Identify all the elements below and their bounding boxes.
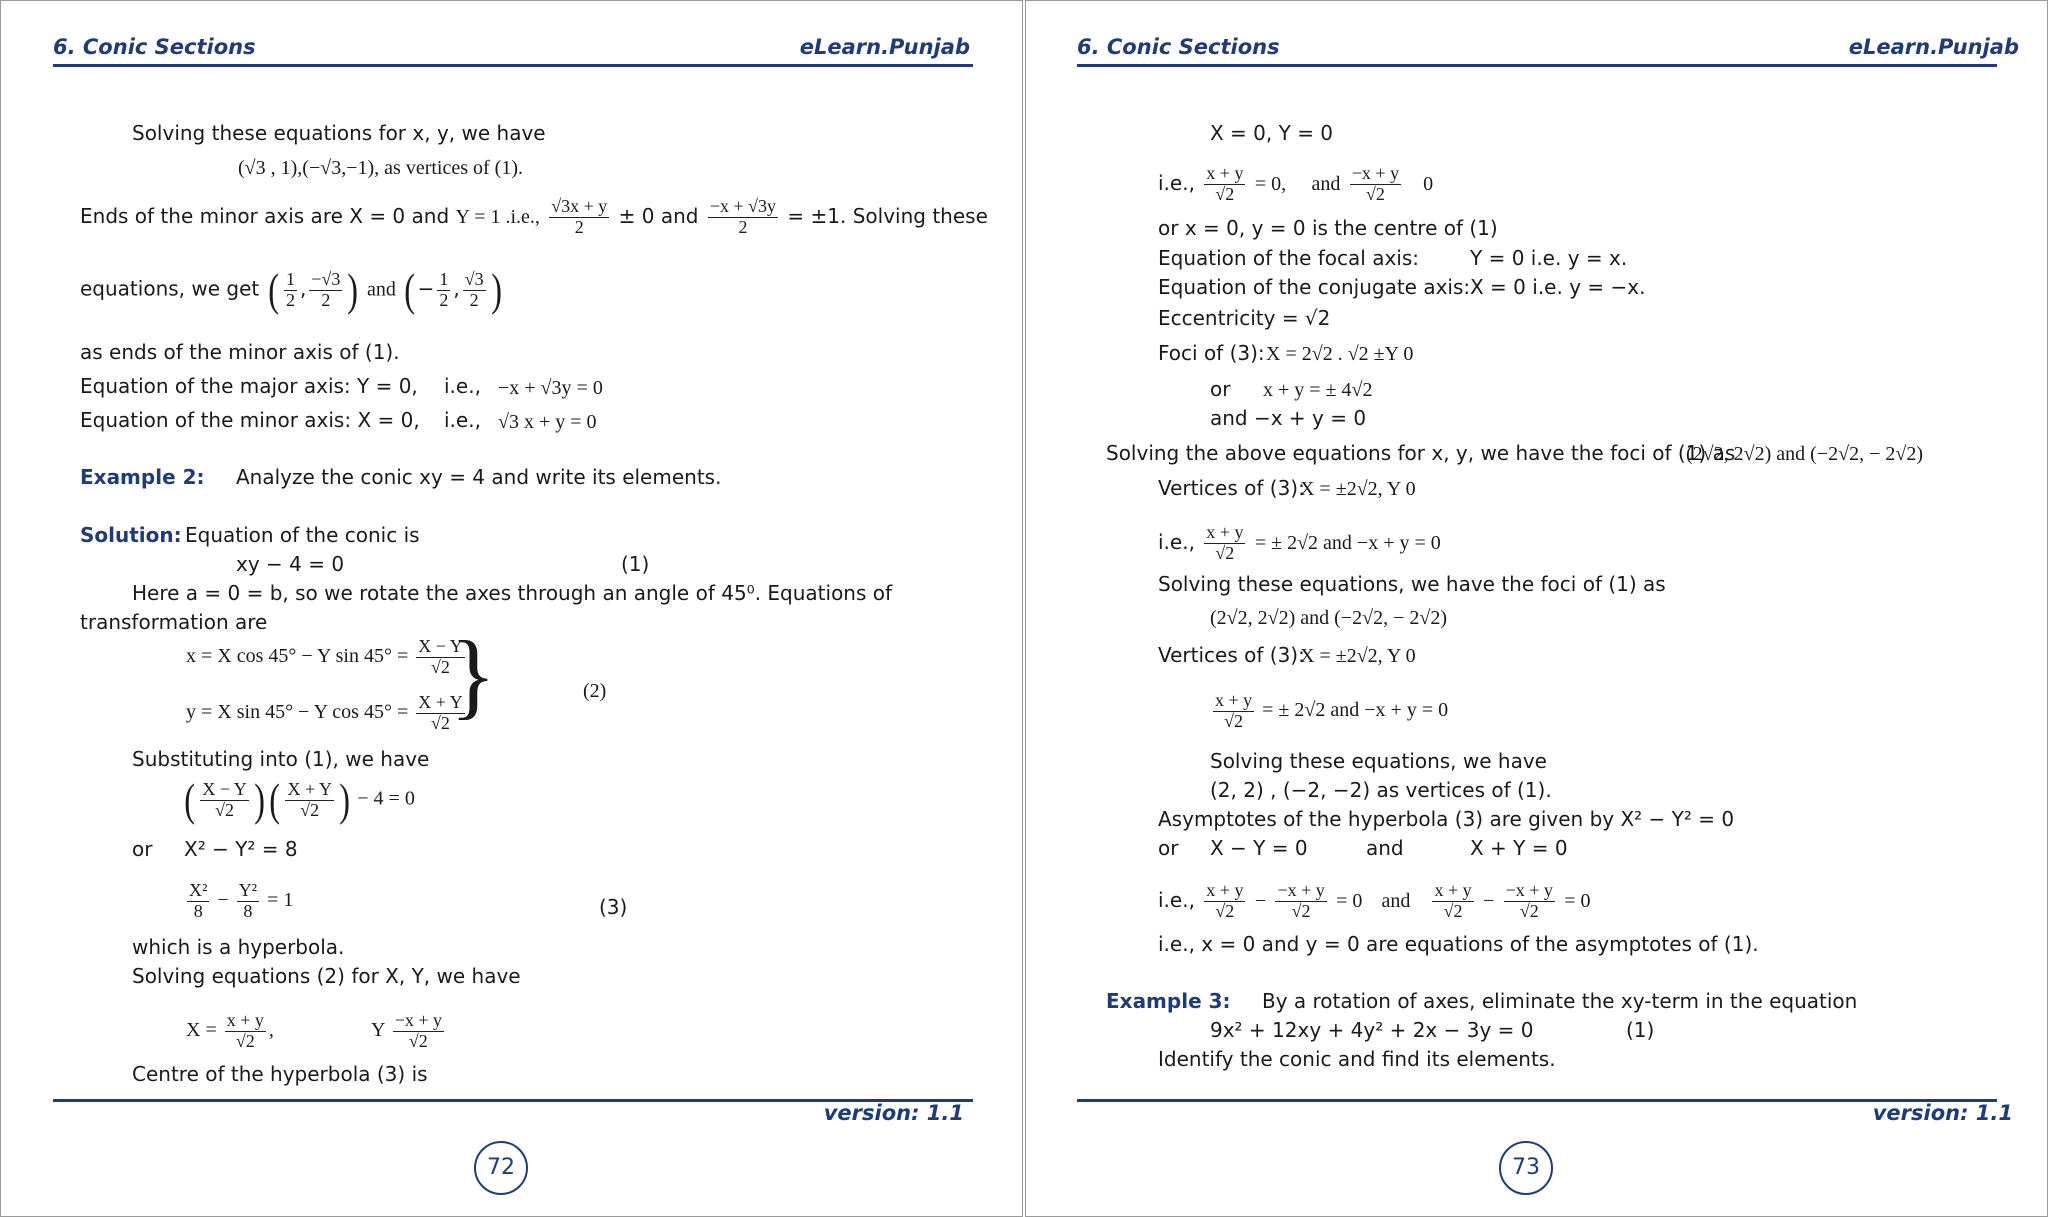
- text-line: Centre of the hyperbola (3) is: [132, 1062, 428, 1086]
- math-line: (2√2, 2√2) and (−2√2, − 2√2): [1686, 443, 1923, 465]
- solution-label: Solution:: [80, 523, 182, 547]
- text-line: Equation of the major axis: Y = 0,: [80, 374, 418, 398]
- math-line: X = ±2√2, Y 0: [1300, 478, 1416, 500]
- text-line: Solving the above equations for x, y, we have the foci of (1) as: [1106, 441, 1736, 465]
- text-line: Foci of (3):: [1158, 341, 1265, 365]
- text-line: i.e.,: [444, 408, 481, 432]
- example-text: By a rotation of axes, eliminate the xy-term in the equation: [1262, 989, 1858, 1013]
- page-72: [0, 0, 1023, 1217]
- text-line: Y = 0 i.e. y = x.: [1470, 246, 1628, 270]
- text-line: Equation of the conjugate axis:: [1158, 275, 1471, 299]
- equation: x = X cos 45° − Y sin 45° = $\frac{X - Y}{√2}$: [186, 636, 463, 677]
- math-line: √3 x + y = 0: [498, 411, 597, 433]
- text-line: or: [1158, 836, 1179, 860]
- text-line: and −x + y = 0: [1210, 406, 1367, 430]
- text-line: Eccentricity = √2: [1158, 306, 1331, 330]
- text-line: or: [132, 837, 153, 861]
- page-number: 72: [474, 1141, 528, 1195]
- text-line: or x = 0, y = 0 is the centre of (1): [1158, 216, 1498, 240]
- page-number: 73: [1499, 1141, 1553, 1195]
- example-text: Analyze the conic xy = 4 and write its elements.: [236, 465, 722, 489]
- text-line: which is a hyperbola.: [132, 935, 345, 959]
- text-line: i.e., $\frac{x + y}{√2}$ − $\frac{-x + y}{√2}$ = 0 and $\frac{x + y}{√2}$ − $\frac{-x + y}{√2}$ = 0: [1158, 880, 1591, 921]
- text-line: Solving these equations, we have: [1210, 749, 1547, 773]
- text-line: as ends of the minor axis of (1).: [80, 340, 400, 364]
- math-line: (2√2, 2√2) and (−2√2, − 2√2): [1210, 607, 1447, 629]
- equation: ( $\frac{X - Y}{√2}$ )( $\frac{X + Y}{√2}$ ) − 4 = 0: [184, 774, 415, 825]
- right-brace: }: [450, 621, 497, 728]
- text-line: X − Y = 0: [1210, 836, 1308, 860]
- text-line: or: [1210, 377, 1231, 401]
- header-rule: [1077, 64, 1997, 67]
- equation: Y $\frac{-x + y}{√2}$: [371, 1010, 443, 1051]
- math-line: $\frac{x + y}{√2}$ = ± 2√2 and −x + y = 0: [1215, 690, 1449, 731]
- math-line: x + y = ± 4√2: [1263, 379, 1373, 401]
- fraction: $\frac{√3x + y}{2}$: [551, 196, 608, 237]
- text-line: Solving these equations for x, y, we have: [132, 121, 546, 145]
- text-line: Solving equations (2) for X, Y, we have: [132, 964, 521, 988]
- text-line: transformation are: [80, 610, 268, 634]
- equation: xy − 4 = 0: [236, 552, 345, 576]
- equation-number: (1): [1626, 1018, 1655, 1042]
- equation: X = $\frac{x + y}{√2}$ ,: [186, 1010, 274, 1051]
- header-rule: [53, 64, 973, 67]
- text-line: Here a = 0 = b, so we rotate the axes through an angle of 45⁰. Equations of: [132, 581, 893, 605]
- text-line: i.e.,: [444, 374, 481, 398]
- text-line: i.e., x = 0 and y = 0 are equations of the asymptotes of (1).: [1158, 932, 1759, 956]
- text-line: Vertices of (3):: [1158, 643, 1305, 667]
- text-line: Identify the conic and find its elements.: [1158, 1047, 1556, 1071]
- text-line: Solving these equations, we have the foci of (1) as: [1158, 572, 1666, 596]
- text-line: equations, we get ( $\frac{1}{2}$ , $\frac{-√3}{2}$ ) and ( − $\frac{1}{2}$ , $\frac{√3}{2}$ ): [80, 264, 502, 315]
- text-line: Vertices of (3):: [1158, 476, 1305, 500]
- text-line: X = 0 i.e. y = −x.: [1470, 275, 1646, 299]
- equation: $\frac{\text{X²}}{8}$ − $\frac{\text{Y²}}{8}$ = 1: [189, 880, 294, 921]
- equation: y = X sin 45° − Y cos 45° = $\frac{X + Y}{√2}$: [186, 692, 463, 733]
- equation-number: (3): [599, 895, 628, 919]
- footer-rule: [1077, 1099, 1997, 1102]
- equation-number: (2): [583, 680, 607, 702]
- equation: X² − Y² = 8: [184, 837, 298, 861]
- page-73: [1025, 0, 2048, 1217]
- math-line: (√3 , 1),(−√3,−1), as vertices of (1).: [238, 157, 523, 179]
- header-chapter-title: 6. Conic Sections: [1077, 35, 1280, 59]
- math-line: −x + √3y = 0: [498, 377, 603, 399]
- text-line: (2, 2) , (−2, −2) as vertices of (1).: [1210, 778, 1552, 802]
- text-line: Substituting into (1), we have: [132, 747, 430, 771]
- footer-version: version: 1.1: [823, 1101, 964, 1125]
- footer-version: version: 1.1: [1872, 1101, 2013, 1125]
- text-line: X = 0, Y = 0: [1210, 121, 1334, 145]
- equation-number: (1): [621, 552, 650, 576]
- header-brand: eLearn.Punjab: [799, 35, 970, 59]
- text-line: Ends of the minor axis are X = 0 and Y = 1 .i.e., $\frac{√3x + y}{2}$ ± 0 and $\frac{-x + √3y}{2}$ = ±1. Solving these: [80, 196, 988, 237]
- fraction: $\frac{-x + √3y}{2}$: [709, 196, 777, 237]
- text-line: Equation of the minor axis: X = 0,: [80, 408, 420, 432]
- text-line: and: [1366, 836, 1404, 860]
- text-line: Equation of the focal axis:: [1158, 246, 1419, 270]
- math-line: X = 2√2 . √2 ±Y 0: [1266, 343, 1414, 365]
- header-brand: eLearn.Punjab: [1848, 35, 2019, 59]
- text-line: i.e., $\frac{x + y}{√2}$ = ± 2√2 and −x + y = 0: [1158, 522, 1441, 563]
- text-line: Equation of the conic is: [185, 523, 420, 547]
- text-line: X + Y = 0: [1470, 836, 1568, 860]
- equation: 9x² + 12xy + 4y² + 2x − 3y = 0: [1210, 1018, 1534, 1042]
- text-line: Asymptotes of the hyperbola (3) are given by X² − Y² = 0: [1158, 807, 1735, 831]
- math-line: X = ±2√2, Y 0: [1300, 645, 1416, 667]
- example-label: Example 2:: [80, 465, 205, 489]
- text-line: i.e., $\frac{x + y}{√2}$ = 0, and $\frac{-x + y}{√2}$ 0: [1158, 163, 1434, 204]
- header-chapter-title: 6. Conic Sections: [53, 35, 256, 59]
- example-label: Example 3:: [1106, 989, 1231, 1013]
